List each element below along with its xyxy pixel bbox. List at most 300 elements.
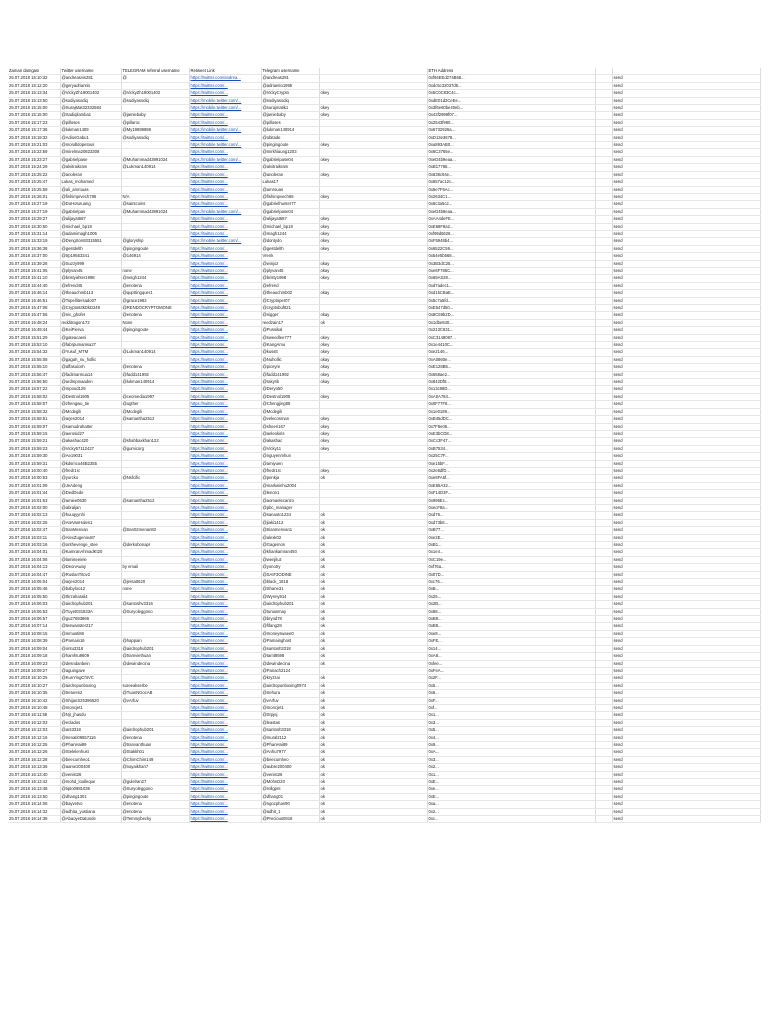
- eth-address-cell[interactable]: 0x6c3a5c2...: [427, 201, 595, 208]
- status-cell[interactable]: send: [612, 690, 760, 697]
- telegram-referral-cell[interactable]: @My19889898: [121, 127, 189, 134]
- check-cell[interactable]: ok: [319, 579, 427, 586]
- retweet-link-cell[interactable]: https://twitter.com/...: [189, 519, 261, 526]
- empty-cell[interactable]: [595, 764, 612, 771]
- twitter-username-cell[interactable]: @efrend45: [60, 282, 121, 289]
- timestamp-cell[interactable]: 25.07.2018 15:59:15: [8, 430, 60, 437]
- empty-cell[interactable]: [595, 675, 612, 682]
- empty-cell[interactable]: [595, 267, 612, 274]
- eth-address-cell[interactable]: 0xE128B5...: [427, 364, 595, 371]
- status-cell[interactable]: send: [612, 667, 760, 674]
- telegram-username-cell[interactable]: @winjoz: [261, 260, 319, 267]
- twitter-username-cell[interactable]: @gateacaeni: [60, 334, 121, 341]
- status-cell[interactable]: send: [612, 542, 760, 549]
- eth-address-cell[interactable]: 0xc76...: [427, 579, 595, 586]
- timestamp-cell[interactable]: 25.07.2018 15:41:10: [8, 275, 60, 282]
- telegram-referral-cell[interactable]: [121, 386, 189, 393]
- check-cell[interactable]: [319, 305, 427, 312]
- check-cell[interactable]: ok: [319, 542, 427, 549]
- status-cell[interactable]: send: [612, 149, 760, 156]
- telegram-referral-cell[interactable]: [121, 223, 189, 230]
- eth-address-cell[interactable]: 0xe...: [427, 786, 595, 793]
- telegram-username-cell[interactable]: @moneyswaee0: [261, 630, 319, 637]
- telegram-referral-cell[interactable]: @enotena: [121, 364, 189, 371]
- timestamp-cell[interactable]: 25.07.2018 16:02:00: [8, 504, 60, 511]
- timestamp-cell[interactable]: 25.07.2018 16:06:03: [8, 601, 60, 608]
- telegram-username-cell[interactable]: @beecumheo: [261, 756, 319, 763]
- empty-cell[interactable]: [595, 512, 612, 519]
- empty-cell[interactable]: [595, 704, 612, 711]
- telegram-referral-cell[interactable]: @saintcoins: [121, 201, 189, 208]
- telegram-referral-cell[interactable]: @tramviethuan: [121, 653, 189, 660]
- status-cell[interactable]: send: [612, 793, 760, 800]
- telegram-username-cell[interactable]: @kusstt: [261, 349, 319, 356]
- empty-cell[interactable]: [595, 238, 612, 245]
- eth-address-cell[interactable]: 0xF14D3F...: [427, 490, 595, 497]
- telegram-referral-cell[interactable]: @ChimChim149: [121, 756, 189, 763]
- eth-address-cell[interactable]: 0xC3148087...: [427, 334, 595, 341]
- retweet-link-cell[interactable]: https://twitter.com/...: [189, 90, 261, 97]
- telegram-referral-cell[interactable]: @enotena: [121, 282, 189, 289]
- status-cell[interactable]: send: [612, 386, 760, 393]
- timestamp-cell[interactable]: 25.07.2018 16:13:40: [8, 771, 60, 778]
- empty-cell[interactable]: [595, 542, 612, 549]
- status-cell[interactable]: send: [612, 90, 760, 97]
- telegram-referral-cell[interactable]: [121, 490, 189, 497]
- check-cell[interactable]: okey: [319, 467, 427, 474]
- timestamp-cell[interactable]: 25.07.2018 15:26:01: [8, 193, 60, 200]
- check-cell[interactable]: okey: [319, 230, 427, 237]
- telegram-username-cell[interactable]: @ngocphan90: [261, 801, 319, 808]
- status-cell[interactable]: send: [612, 675, 760, 682]
- timestamp-cell[interactable]: 25.07.2018 16:01:53: [8, 497, 60, 504]
- status-cell[interactable]: send: [612, 593, 760, 600]
- timestamp-cell[interactable]: 25.07.2018 15:30:50: [8, 223, 60, 230]
- retweet-link-cell[interactable]: https://mobile.twitter.com/...: [189, 142, 261, 149]
- retweet-link-cell[interactable]: https://twitter.com/...: [189, 408, 261, 415]
- empty-cell[interactable]: [595, 734, 612, 741]
- twitter-username-cell[interactable]: @ali_amrouas: [60, 186, 121, 193]
- status-cell[interactable]: send: [612, 401, 760, 408]
- retweet-link-cell[interactable]: https://twitter.com/...: [189, 386, 261, 393]
- telegram-username-cell[interactable]: @akashac: [261, 438, 319, 445]
- retweet-link-cell[interactable]: https://twitter.com/...: [189, 786, 261, 793]
- timestamp-cell[interactable]: 25.07.2018 16:05:50: [8, 593, 60, 600]
- twitter-username-cell[interactable]: @kdsmco46B2355: [60, 460, 121, 467]
- status-cell[interactable]: send: [612, 171, 760, 178]
- retweet-link-cell[interactable]: https://twitter.com/...: [189, 230, 261, 237]
- check-cell[interactable]: ok: [319, 638, 427, 645]
- telegram-username-cell[interactable]: @rollgpnt: [261, 786, 319, 793]
- telegram-username-cell[interactable]: @santosh3318: [261, 645, 319, 652]
- telegram-referral-cell[interactable]: @Suryoleggono: [121, 786, 189, 793]
- retweet-link-cell[interactable]: https://twitter.com/...: [189, 734, 261, 741]
- empty-cell[interactable]: [595, 208, 612, 215]
- telegram-username-cell[interactable]: @tamt8598: [261, 653, 319, 660]
- status-cell[interactable]: send: [612, 423, 760, 430]
- check-cell[interactable]: [319, 164, 427, 171]
- status-cell[interactable]: send: [612, 416, 760, 423]
- telegram-username-cell[interactable]: @obitade: [261, 134, 319, 141]
- telegram-referral-cell[interactable]: @airdrophub201: [121, 645, 189, 652]
- status-cell[interactable]: send: [612, 371, 760, 378]
- check-cell[interactable]: okey: [319, 423, 427, 430]
- header-status[interactable]: [612, 68, 760, 75]
- telegram-username-cell[interactable]: @Chengjing88: [261, 401, 319, 408]
- eth-address-cell[interactable]: 0xD13e3678...: [427, 134, 595, 141]
- retweet-link-cell[interactable]: https://twitter.com/...: [189, 201, 261, 208]
- timestamp-cell[interactable]: 25.07.2018 16:10:42: [8, 697, 60, 704]
- eth-address-cell[interactable]: 0x3...: [427, 756, 595, 763]
- telegram-referral-cell[interactable]: [121, 675, 189, 682]
- telegram-referral-cell[interactable]: [121, 460, 189, 467]
- timestamp-cell[interactable]: 25.07.2018 16:10:27: [8, 682, 60, 689]
- empty-cell[interactable]: [595, 697, 612, 704]
- telegram-username-cell[interactable]: @dewindecina: [261, 660, 319, 667]
- check-cell[interactable]: [319, 82, 427, 89]
- retweet-link-cell[interactable]: https://twitter.com/...: [189, 475, 261, 482]
- telegram-username-cell[interactable]: @SAIF3ODINE: [261, 571, 319, 578]
- status-cell[interactable]: send: [612, 719, 760, 726]
- retweet-link-cell[interactable]: https://twitter.com/...: [189, 438, 261, 445]
- telegram-referral-cell[interactable]: @tran02menan82: [121, 527, 189, 534]
- timestamp-cell[interactable]: 25.07.2018 16:13:36: [8, 764, 60, 771]
- empty-cell[interactable]: [595, 667, 612, 674]
- empty-cell[interactable]: [595, 201, 612, 208]
- status-cell[interactable]: send: [612, 630, 760, 637]
- check-cell[interactable]: ok: [319, 712, 427, 719]
- telegram-referral-cell[interactable]: @nayaikhan7: [121, 764, 189, 771]
- retweet-link-cell[interactable]: https://twitter.com/...: [189, 697, 261, 704]
- telegram-username-cell[interactable]: @velecosman: [261, 416, 319, 423]
- timestamp-cell[interactable]: 25.07.2018 16:04:13: [8, 564, 60, 571]
- empty-cell[interactable]: [595, 638, 612, 645]
- retweet-link-cell[interactable]: https://twitter.com/...: [189, 542, 261, 549]
- timestamp-cell[interactable]: 25.07.2018 16:13:48: [8, 786, 60, 793]
- twitter-username-cell[interactable]: @tranMenvan: [60, 527, 121, 534]
- empty-cell[interactable]: [595, 223, 612, 230]
- timestamp-cell[interactable]: 25.07.2018 16:13:42: [8, 779, 60, 786]
- timestamp-cell[interactable]: 25.07.2018 16:04:47: [8, 571, 60, 578]
- retweet-link-cell[interactable]: https://twitter.com/...: [189, 275, 261, 282]
- timestamp-cell[interactable]: 25.07.2018 16:03:11: [8, 534, 60, 541]
- check-cell[interactable]: ok: [319, 475, 427, 482]
- telegram-referral-cell[interactable]: @Muhammad43991024: [121, 156, 189, 163]
- retweet-link-cell[interactable]: https://twitter.com/andrea...: [189, 75, 261, 82]
- telegram-referral-cell[interactable]: @Stakkh01: [121, 749, 189, 756]
- retweet-link-cell[interactable]: https://twitter.com/...: [189, 179, 261, 186]
- telegram-username-cell[interactable]: @Anhu7977: [261, 749, 319, 756]
- retweet-link-cell[interactable]: https://twitter.com/...: [189, 712, 261, 719]
- telegram-referral-cell[interactable]: @quprtingquer1: [121, 290, 189, 297]
- twitter-username-cell[interactable]: @nic_ghofer: [60, 312, 121, 319]
- telegram-referral-cell[interactable]: @neigh1244: [121, 275, 189, 282]
- twitter-username-cell[interactable]: @Mcdegili: [60, 408, 121, 415]
- retweet-link-cell[interactable]: https://twitter.com/...: [189, 186, 261, 193]
- check-cell[interactable]: ok: [319, 534, 427, 541]
- telegram-username-cell[interactable]: @Nuhollic: [261, 356, 319, 363]
- twitter-username-cell[interactable]: @Njr_jhasdu: [60, 712, 121, 719]
- status-cell[interactable]: send: [612, 786, 760, 793]
- telegram-referral-cell[interactable]: @grace1982: [121, 297, 189, 304]
- status-cell[interactable]: send: [612, 393, 760, 400]
- retweet-link-cell[interactable]: https://twitter.com/...: [189, 312, 261, 319]
- telegram-referral-cell[interactable]: [121, 342, 189, 349]
- timestamp-cell[interactable]: 25.07.2018 16:12:25: [8, 741, 60, 748]
- empty-cell[interactable]: [595, 82, 612, 89]
- retweet-link-cell[interactable]: https://mobile.twitter.com/...: [189, 208, 261, 215]
- eth-address-cell[interactable]: 0xB...: [427, 586, 595, 593]
- telegram-username-cell[interactable]: @adhit_1: [261, 808, 319, 815]
- empty-cell[interactable]: [595, 453, 612, 460]
- telegram-referral-cell[interactable]: [121, 771, 189, 778]
- timestamp-cell[interactable]: 25.07.2018 15:33:19: [8, 238, 60, 245]
- timestamp-cell[interactable]: 25.07.2018 16:05:46: [8, 586, 60, 593]
- check-cell[interactable]: ok: [319, 623, 427, 630]
- empty-cell[interactable]: [595, 297, 612, 304]
- telegram-username-cell[interactable]: @VickyCrypto: [261, 90, 319, 97]
- telegram-username-cell[interactable]: reedzain17: [261, 319, 319, 326]
- timestamp-cell[interactable]: 25.07.2018 15:25:47: [8, 179, 60, 186]
- empty-cell[interactable]: [595, 105, 612, 112]
- telegram-username-cell[interactable]: @Srpjej: [261, 712, 319, 719]
- timestamp-cell[interactable]: 25.07.2018 16:09:23: [8, 660, 60, 667]
- check-cell[interactable]: okey: [319, 105, 427, 112]
- empty-cell[interactable]: [595, 808, 612, 815]
- telegram-referral-cell[interactable]: [121, 519, 189, 526]
- twitter-username-cell[interactable]: @plyvan45: [60, 267, 121, 274]
- header-timestamp[interactable]: Zaman damgası: [8, 68, 60, 75]
- timestamp-cell[interactable]: 25.07.2018 15:21:03: [8, 142, 60, 149]
- telegram-referral-cell[interactable]: [121, 142, 189, 149]
- timestamp-cell[interactable]: 25.07.2018 15:57:22: [8, 386, 60, 393]
- telegram-username-cell[interactable]: @plyvan45: [261, 267, 319, 274]
- check-cell[interactable]: okey: [319, 223, 427, 230]
- telegram-username-cell[interactable]: @rakyrik: [261, 379, 319, 386]
- timestamp-cell[interactable]: 25.07.2018 16:12:03: [8, 719, 60, 726]
- status-cell[interactable]: send: [612, 430, 760, 437]
- eth-address-cell[interactable]: 0x25C7F...: [427, 453, 595, 460]
- empty-cell[interactable]: [595, 475, 612, 482]
- eth-address-cell[interactable]: 0xB45dDC...: [427, 416, 595, 423]
- check-cell[interactable]: ok: [319, 556, 427, 563]
- telegram-username-cell[interactable]: @black_1818: [261, 579, 319, 586]
- check-cell[interactable]: ok: [319, 675, 427, 682]
- telegram-username-cell[interactable]: @anoleran: [261, 171, 319, 178]
- eth-address-cell[interactable]: 0xe15bF...: [427, 460, 595, 467]
- twitter-username-cell[interactable]: @mondldopetous: [60, 142, 121, 149]
- telegram-username-cell[interactable]: @gestdelth: [261, 245, 319, 252]
- check-cell[interactable]: okay: [319, 379, 427, 386]
- check-cell[interactable]: ok: [319, 630, 427, 637]
- empty-cell[interactable]: [595, 371, 612, 378]
- telegram-username-cell[interactable]: @airdrophub201: [261, 601, 319, 608]
- retweet-link-cell[interactable]: https://twitter.com/...: [189, 586, 261, 593]
- twitter-username-cell[interactable]: @airdrophub201: [60, 601, 121, 608]
- telegram-username-cell[interactable]: @gabrielpase04: [261, 156, 319, 163]
- retweet-link-cell[interactable]: https://twitter.com/...: [189, 771, 261, 778]
- eth-address-cell[interactable]: 0x2543f980...: [427, 119, 595, 126]
- status-cell[interactable]: send: [612, 349, 760, 356]
- timestamp-cell[interactable]: 25.07.2018 16:12:03: [8, 727, 60, 734]
- check-cell[interactable]: ok: [319, 601, 427, 608]
- status-cell[interactable]: send: [612, 779, 760, 786]
- telegram-username-cell[interactable]: @michael_bp18: [261, 223, 319, 230]
- status-cell[interactable]: send: [612, 527, 760, 534]
- empty-cell[interactable]: [595, 193, 612, 200]
- timestamp-cell[interactable]: 25.07.2018 15:27:19: [8, 208, 60, 215]
- empty-cell[interactable]: [595, 408, 612, 415]
- retweet-link-cell[interactable]: https://twitter.com/...: [189, 608, 261, 615]
- telegram-referral-cell[interactable]: [121, 482, 189, 489]
- status-cell[interactable]: send: [612, 334, 760, 341]
- empty-cell[interactable]: [595, 319, 612, 326]
- retweet-link-cell[interactable]: https://twitter.com/...: [189, 630, 261, 637]
- telegram-referral-cell[interactable]: @Lukman140914: [121, 349, 189, 356]
- eth-address-cell[interactable]: 0x3...: [427, 719, 595, 726]
- timestamp-cell[interactable]: 25.07.2018 15:25:59: [8, 186, 60, 193]
- retweet-link-cell[interactable]: https://twitter.com/...: [189, 719, 261, 726]
- retweet-link-cell[interactable]: https://twitter.com/...: [189, 601, 261, 608]
- twitter-username-cell[interactable]: @mpood129: [60, 386, 121, 393]
- check-cell[interactable]: [319, 282, 427, 289]
- retweet-link-cell[interactable]: https://twitter.com/...: [189, 741, 261, 748]
- status-cell[interactable]: send: [612, 697, 760, 704]
- check-cell[interactable]: okay: [319, 364, 427, 371]
- empty-cell[interactable]: [595, 97, 612, 104]
- empty-cell[interactable]: [595, 482, 612, 489]
- timestamp-cell[interactable]: 25.07.2018 15:51:29: [8, 334, 60, 341]
- check-cell[interactable]: [319, 460, 427, 467]
- telegram-referral-cell[interactable]: @RENDOCRYPTOMONE: [121, 305, 189, 312]
- eth-address-cell[interactable]: 0x07D...: [427, 571, 595, 578]
- status-cell[interactable]: send: [612, 208, 760, 215]
- empty-cell[interactable]: [595, 564, 612, 571]
- timestamp-cell[interactable]: 25.07.2018 15:10:32: [8, 75, 60, 82]
- retweet-link-cell[interactable]: https://twitter.com/...: [189, 216, 261, 223]
- telegram-referral-cell[interactable]: none: [121, 586, 189, 593]
- check-cell[interactable]: ok: [319, 801, 427, 808]
- retweet-link-cell[interactable]: https://twitter.com/...: [189, 779, 261, 786]
- twitter-username-cell[interactable]: @beecumheo1: [60, 756, 121, 763]
- check-cell[interactable]: ok: [319, 749, 427, 756]
- eth-address-cell[interactable]: 0xe2E...: [427, 534, 595, 541]
- telegram-referral-cell[interactable]: [121, 556, 189, 563]
- telegram-referral-cell[interactable]: [121, 571, 189, 578]
- empty-cell[interactable]: [595, 216, 612, 223]
- timestamp-cell[interactable]: 25.07.2018 15:49:44: [8, 327, 60, 334]
- retweet-link-cell[interactable]: https://twitter.com/...: [189, 690, 261, 697]
- timestamp-cell[interactable]: 25.07.2018 15:41:05: [8, 267, 60, 274]
- timestamp-cell[interactable]: 25.07.2018 16:10:48: [8, 704, 60, 711]
- status-cell[interactable]: send: [612, 616, 760, 623]
- twitter-username-cell[interactable]: @Pamain16: [60, 638, 121, 645]
- twitter-username-cell[interactable]: @gestdelth: [60, 245, 121, 252]
- twitter-username-cell[interactable]: Lukas_mohamed: [60, 179, 121, 186]
- timestamp-cell[interactable]: 25.07.2018 15:46:14: [8, 290, 60, 297]
- status-cell[interactable]: send: [612, 112, 760, 119]
- retweet-link-cell[interactable]: https://twitter.com/...: [189, 816, 261, 823]
- eth-address-cell[interactable]: 0x6C3765e...: [427, 149, 595, 156]
- telegram-username-cell[interactable]: @Wynny914: [261, 593, 319, 600]
- check-cell[interactable]: okay: [319, 267, 427, 274]
- twitter-username-cell[interactable]: @Ae19031: [60, 453, 121, 460]
- timestamp-cell[interactable]: 25.07.2018 16:05:04: [8, 579, 60, 586]
- check-cell[interactable]: [319, 490, 427, 497]
- empty-cell[interactable]: [595, 623, 612, 630]
- header-empty[interactable]: [595, 68, 612, 75]
- empty-cell[interactable]: [595, 156, 612, 163]
- status-cell[interactable]: send: [612, 638, 760, 645]
- twitter-username-cell[interactable]: @SurajMat32332584: [60, 105, 121, 112]
- status-cell[interactable]: send: [612, 816, 760, 823]
- eth-address-cell[interactable]: 0xa...: [427, 801, 595, 808]
- timestamp-cell[interactable]: 25.07.2018 16:10:35: [8, 690, 60, 697]
- telegram-referral-cell[interactable]: @sodiyasodiq: [121, 97, 189, 104]
- retweet-link-cell[interactable]: https://twitter.com/...: [189, 593, 261, 600]
- telegram-referral-cell[interactable]: @sodiyasodiq: [121, 134, 189, 141]
- telegram-username-cell[interactable]: @jiaki1412: [261, 519, 319, 526]
- check-cell[interactable]: okey: [319, 216, 427, 223]
- timestamp-cell[interactable]: 25.07.2018 16:08:15: [8, 630, 60, 637]
- check-cell[interactable]: [319, 208, 427, 215]
- telegram-username-cell[interactable]: @adriantio1995: [261, 82, 319, 89]
- telegram-username-cell[interactable]: @moncjet1: [261, 704, 319, 711]
- telegram-referral-cell[interactable]: @vArfuv: [121, 697, 189, 704]
- timestamp-cell[interactable]: 25.07.2018 15:59:30: [8, 453, 60, 460]
- eth-address-cell[interactable]: 0xCc3F47...: [427, 438, 595, 445]
- empty-cell[interactable]: [595, 349, 612, 356]
- check-cell[interactable]: [319, 297, 427, 304]
- empty-cell[interactable]: [595, 342, 612, 349]
- twitter-username-cell[interactable]: @aguingave: [60, 667, 121, 674]
- twitter-username-cell[interactable]: @michael_bp18: [60, 223, 121, 230]
- eth-address-cell[interactable]: 0x43f2999f07...: [427, 112, 595, 119]
- timestamp-cell[interactable]: 25.07.2018 16:08:39: [8, 638, 60, 645]
- twitter-username-cell[interactable]: @fishimprvech785: [60, 193, 121, 200]
- eth-address-cell[interactable]: 0x25...: [427, 593, 595, 600]
- telegram-username-cell[interactable]: @santosh3318: [261, 727, 319, 734]
- retweet-link-cell[interactable]: https://twitter.com/...: [189, 675, 261, 682]
- telegram-referral-cell[interactable]: @dewindecina: [121, 660, 189, 667]
- check-cell[interactable]: ok: [319, 512, 427, 519]
- status-cell[interactable]: send: [612, 438, 760, 445]
- empty-cell[interactable]: [595, 608, 612, 615]
- twitter-username-cell[interactable]: @lamiseeiele: [60, 556, 121, 563]
- twitter-username-cell[interactable]: @trp19553341: [60, 253, 121, 260]
- eth-address-cell[interactable]: 0x14...: [427, 645, 595, 652]
- empty-cell[interactable]: [595, 682, 612, 689]
- retweet-link-cell[interactable]: https://twitter.com/...: [189, 623, 261, 630]
- twitter-username-cell[interactable]: @yurcko: [60, 475, 121, 482]
- check-cell[interactable]: okey: [319, 142, 427, 149]
- telegram-username-cell[interactable]: @jamiebaby: [261, 112, 319, 119]
- retweet-link-cell[interactable]: https://twitter.com/...: [189, 149, 261, 156]
- retweet-link-cell[interactable]: https://twitter.com/...: [189, 193, 261, 200]
- telegram-username-cell[interactable]: @bristy1998: [261, 275, 319, 282]
- twitter-username-cell[interactable]: @ShijanS25396520: [60, 697, 121, 704]
- timestamp-cell[interactable]: 25.07.2018 15:58:02: [8, 393, 60, 400]
- telegram-referral-cell[interactable]: [121, 149, 189, 156]
- retweet-link-cell[interactable]: https://twitter.com/...: [189, 164, 261, 171]
- twitter-username-cell[interactable]: @bristyahter1998: [60, 275, 121, 282]
- eth-address-cell[interactable]: 0x1e4410C...: [427, 342, 595, 349]
- eth-address-cell[interactable]: 0x2...: [427, 764, 595, 771]
- telegram-username-cell[interactable]: Vrenk: [261, 253, 319, 260]
- check-cell[interactable]: ok: [319, 593, 427, 600]
- telegram-referral-cell[interactable]: [121, 260, 189, 267]
- check-cell[interactable]: [319, 482, 427, 489]
